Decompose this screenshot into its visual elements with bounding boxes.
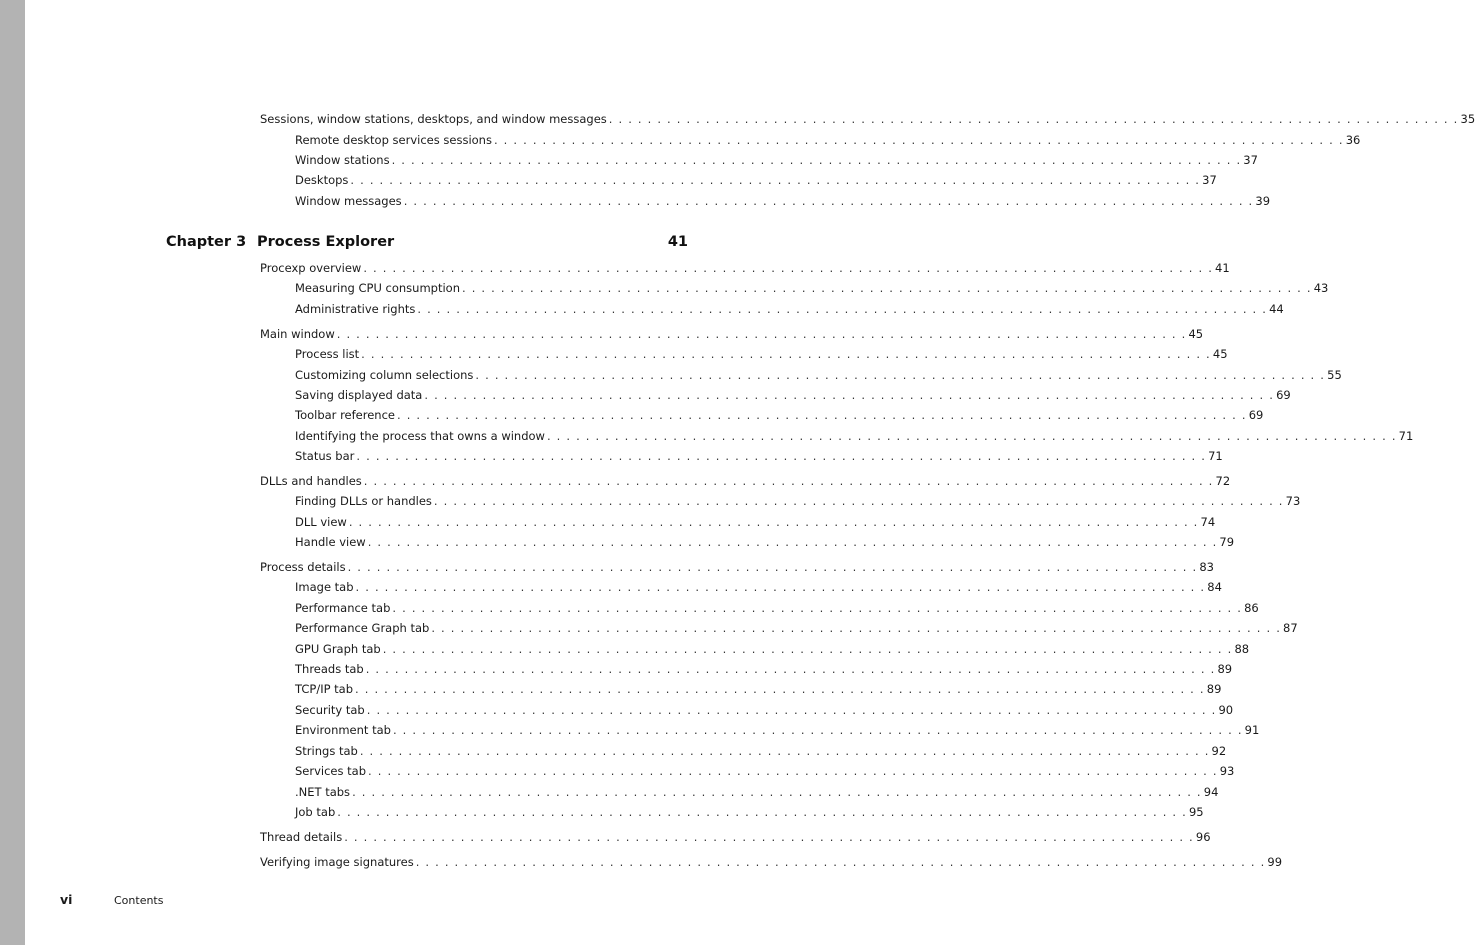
toc-entry-title: Saving displayed data — [295, 388, 423, 402]
toc-entry-page-number: 71 — [1208, 449, 1223, 463]
toc-dot-leader: . . . . . . . . . . . . . . . . . . . . . . . . . . . . . . . . . . . . . . . . . . . . . . . . . . . . . . . . . . . . . . . . . . . . . . . . . . . . . . . . . . . . . . . . — [433, 494, 1284, 508]
toc-entry-title: Security tab — [295, 703, 365, 717]
toc-subsection-entry — [295, 279, 1329, 297]
toc-entry-title: Window stations — [295, 153, 390, 167]
toc-entry-title: Process list — [295, 347, 360, 361]
toc-entry-title: Process details — [260, 560, 346, 574]
toc-subsection-entry — [295, 171, 1217, 189]
toc-dot-leader: . . . . . . . . . . . . . . . . . . . . . . . . . . . . . . . . . . . . . . . . . . . . . . . . . . . . . . . . . . . . . . . . . . . . . . . . . . . . . . . . . . . . . . . . — [336, 327, 1187, 341]
toc-dot-leader: . . . . . . . . . . . . . . . . . . . . . . . . . . . . . . . . . . . . . . . . . . . . . . . . . . . . . . . . . . . . . . . . . . . . . . . . . . . . . . . . . . . . . . . . — [608, 112, 1459, 126]
toc-entry-title: Verifying image signatures — [260, 855, 414, 869]
toc-entry-page-number: 69 — [1276, 388, 1291, 402]
toc-subsection-entry — [295, 783, 1219, 801]
toc-dot-leader: . . . . . . . . . . . . . . . . . . . . . . . . . . . . . . . . . . . . . . . . . . . . . . . . . . . . . . . . . . . . . . . . . . . . . . . . . . . . . . . . . . . . . . . . — [462, 281, 1312, 295]
toc-subsection-entry — [295, 578, 1222, 596]
toc-section-entry — [260, 853, 1283, 871]
toc-entry-title: Finding DLLs or handles — [295, 494, 432, 508]
toc-dot-leader: . . . . . . . . . . . . . . . . . . . . . . . . . . . . . . . . . . . . . . . . . . . . . . . . . . . . . . . . . . . . . . . . . . . . . . . . . . . . . . . . . . . . . . . . — [396, 408, 1247, 422]
toc-subsection-entry — [295, 131, 1361, 149]
toc-entry-title: Environment tab — [295, 723, 391, 737]
toc-entry-title: Remote desktop services sessions — [295, 133, 492, 147]
toc-entry-title: Identifying the process that owns a window — [295, 429, 545, 443]
toc-dot-leader: . . . . . . . . . . . . . . . . . . . . . . . . . . . . . . . . . . . . . . . . . . . . . . . . . . . . . . . . . . . . . . . . . . . . . . . . . . . . . . . . . . . . . . . . — [361, 347, 1211, 361]
toc-dot-leader: . . . . . . . . . . . . . . . . . . . . . . . . . . . . . . . . . . . . . . . . . . . . . . . . . . . . . . . . . . . . . . . . . . . . . . . . . . . . . . . . . . . . . . . . — [344, 830, 1194, 844]
toc-dot-leader: . . . . . . . . . . . . . . . . . . . . . . . . . . . . . . . . . . . . . . . . . . . . . . . . . . . . . . . . . . . . . . . . . . . . . . . . . . . . . . . . . . . . . . . . — [350, 173, 1201, 187]
toc-entry-title: Sessions, window stations, desktops, and window messages — [260, 112, 607, 126]
toc-entry-title: Performance tab — [295, 601, 391, 615]
toc-dot-leader: . . . . . . . . . . . . . . . . . . . . . . . . . . . . . . . . . . . . . . . . . . . . . . . . . . . . . . . . . . . . . . . . . . . . . . . . . . . . . . . . . . . . . . . . — [415, 855, 1266, 869]
toc-entry-title: Customizing column selections — [295, 368, 474, 382]
toc-section-entry — [260, 558, 1214, 576]
toc-subsection-entry — [295, 762, 1235, 780]
toc-entry-title: Job tab — [295, 805, 336, 819]
toc-entry-title: Handle view — [295, 535, 366, 549]
toc-subsection-entry — [295, 660, 1233, 678]
toc-subsection-entry — [295, 599, 1259, 617]
toc-subsection-entry — [295, 386, 1291, 404]
toc-subsection-entry — [295, 680, 1222, 698]
toc-entry-page-number: 93 — [1219, 764, 1235, 778]
toc-subsection-entry — [295, 513, 1216, 531]
toc-dot-leader: . . . . . . . . . . . . . . . . . . . . . . . . . . . . . . . . . . . . . . . . . . . . . . . . . . . . . . . . . . . . . . . . . . . . . . . . . . . . . . . . . . . . . . . . — [337, 805, 1187, 819]
toc-section-entry — [260, 828, 1211, 846]
toc-entry-page-number: 99 — [1267, 855, 1283, 869]
toc-subsection-entry — [295, 366, 1342, 384]
toc-dot-leader: . . . . . . . . . . . . . . . . . . . . . . . . . . . . . . . . . . . . . . . . . . . . . . . . . . . . . . . . . . . . . . . . . . . . . . . . . . . . . . . . . . . . . . . . — [355, 580, 1206, 594]
toc-entry-title: Image tab — [295, 580, 354, 594]
toc-subsection-entry — [295, 192, 1271, 210]
toc-dot-leader: . . . . . . . . . . . . . . . . . . . . . . . . . . . . . . . . . . . . . . . . . . . . . . . . . . . . . . . . . . . . . . . . . . . . . . . . . . . . . . . . . . . . . . . . — [424, 388, 1275, 402]
toc-entry-title: Window messages — [295, 194, 402, 208]
toc-entry-title: Status bar — [295, 449, 355, 463]
toc-entry-page-number: 89 — [1206, 682, 1222, 696]
toc-section-entry — [260, 472, 1231, 490]
toc-subsection-entry — [295, 447, 1223, 465]
toc-entry-title: DLL view — [295, 515, 347, 529]
toc-subsection-entry — [295, 701, 1234, 719]
chapter-heading — [166, 232, 688, 252]
page-edge-bar — [0, 0, 25, 945]
toc-entry-title: Measuring CPU consumption — [295, 281, 460, 295]
toc-dot-leader: . . . . . . . . . . . . . . . . . . . . . . . . . . . . . . . . . . . . . . . . . . . . . . . . . . . . . . . . . . . . . . . . . . . . . . . . . . . . . . . . . . . . . . . . — [403, 194, 1254, 208]
page-folio: vi — [60, 892, 73, 907]
toc-dot-leader: . . . . . . . . . . . . . . . . . . . . . . . . . . . . . . . . . . . . . . . . . . . . . . . . . . . . . . . . . . . . . . . . . . . . . . . . . . . . . . . . . . . . . . . . — [392, 601, 1243, 615]
toc-dot-leader: . . . . . . . . . . . . . . . . . . . . . . . . . . . . . . . . . . . . . . . . . . . . . . . . . . . . . . . . . . . . . . . . . . . . . . . . . . . . . . . . . . . . . . . . — [368, 764, 1218, 778]
toc-subsection-entry — [295, 151, 1258, 169]
toc-subsection-entry — [295, 345, 1228, 363]
toc-entry-page-number: 91 — [1244, 723, 1260, 737]
toc-entry-title: Thread details — [260, 830, 343, 844]
toc-entry-page-number: 41 — [1215, 261, 1230, 275]
toc-entry-title: Threads tab — [295, 662, 364, 676]
toc-section-entry — [260, 325, 1204, 343]
chapter-page-number: 41 — [667, 234, 688, 250]
toc-subsection-entry — [295, 640, 1250, 658]
toc-entry-page-number: 90 — [1218, 703, 1234, 717]
toc-entry-page-number: 89 — [1217, 662, 1233, 676]
toc-entry-page-number: 37 — [1243, 153, 1258, 167]
running-footer-section: Contents — [114, 894, 164, 907]
toc-dot-leader: . . . . . . . . . . . . . . . . . . . . . . . . . . . . . . . . . . . . . . . . . . . . . . . . . . . . . . . . . . . . . . . . . . . . . . . . . . . . . . . . . . . . . . . . — [348, 515, 1199, 529]
toc-entry-title: Performance Graph tab — [295, 621, 430, 635]
toc-entry-page-number: 95 — [1188, 805, 1204, 819]
toc-subsection-entry — [295, 619, 1298, 637]
toc-entry-page-number: 39 — [1255, 194, 1271, 208]
toc-entry-title: Services tab — [295, 764, 367, 778]
toc-entry-page-number: 36 — [1345, 133, 1361, 147]
toc-entry-page-number: 43 — [1313, 281, 1329, 295]
toc-entry-page-number: 37 — [1202, 173, 1217, 187]
toc-entry-title: Desktops — [295, 173, 349, 187]
toc-dot-leader: . . . . . . . . . . . . . . . . . . . . . . . . . . . . . . . . . . . . . . . . . . . . . . . . . . . . . . . . . . . . . . . . . . . . . . . . . . . . . . . . . . . . . . . . — [475, 368, 1326, 382]
toc-entry-page-number: 96 — [1195, 830, 1211, 844]
toc-entry-page-number: 71 — [1398, 429, 1414, 443]
toc-entry-page-number: 86 — [1244, 601, 1259, 615]
toc-dot-leader: . . . . . . . . . . . . . . . . . . . . . . . . . . . . . . . . . . . . . . . . . . . . . . . . . . . . . . . . . . . . . . . . . . . . . . . . . . . . . . . . . . . . . . . . — [431, 621, 1282, 635]
toc-dot-leader: . . . . . . . . . . . . . . . . . . . . . . . . . . . . . . . . . . . . . . . . . . . . . . . . . . . . . . . . . . . . . . . . . . . . . . . . . . . . . . . . . . . . . . . . — [366, 703, 1217, 717]
toc-entry-page-number: 35 — [1460, 112, 1475, 126]
toc-section-entry — [260, 259, 1230, 277]
toc-subsection-entry — [295, 721, 1260, 739]
toc-subsection-entry — [295, 300, 1284, 318]
chapter-title: Process Explorer — [257, 234, 395, 250]
toc-section-entry — [260, 110, 1475, 128]
toc-entry-title: Main window — [260, 327, 335, 341]
toc-entry-title: Administrative rights — [295, 302, 416, 316]
toc-entry-page-number: 55 — [1327, 368, 1342, 382]
toc-dot-leader: . . . . . . . . . . . . . . . . . . . . . . . . . . . . . . . . . . . . . . . . . . . . . . . . . . . . . . . . . . . . . . . . . . . . . . . . . . . . . . . . . . . . . . . . — [356, 449, 1207, 463]
toc-dot-leader: . . . . . . . . . . . . . . . . . . . . . . . . . . . . . . . . . . . . . . . . . . . . . . . . . . . . . . . . . . . . . . . . . . . . . . . . . . . . . . . . . . . . . . . . — [382, 642, 1233, 656]
toc-entry-title: GPU Graph tab — [295, 642, 381, 656]
toc-subsection-entry — [295, 427, 1414, 445]
toc-entry-page-number: 84 — [1207, 580, 1222, 594]
toc-subsection-entry — [295, 406, 1264, 424]
toc-dot-leader: . . . . . . . . . . . . . . . . . . . . . . . . . . . . . . . . . . . . . . . . . . . . . . . . . . . . . . . . . . . . . . . . . . . . . . . . . . . . . . . . . . . . . . . . — [365, 662, 1216, 676]
toc-entry-page-number: 73 — [1285, 494, 1301, 508]
toc-subsection-entry — [295, 533, 1235, 551]
toc-dot-leader: . . . . . . . . . . . . . . . . . . . . . . . . . . . . . . . . . . . . . . . . . . . . . . . . . . . . . . . . . . . . . . . . . . . . . . . . . . . . . . . . . . . . . . . . — [363, 474, 1214, 488]
toc-entry-page-number: 74 — [1200, 515, 1216, 529]
toc-dot-leader: . . . . . . . . . . . . . . . . . . . . . . . . . . . . . . . . . . . . . . . . . . . . . . . . . . . . . . . . . . . . . . . . . . . . . . . . . . . . . . . . . . . . . . . . — [367, 535, 1218, 549]
toc-dot-leader: . . . . . . . . . . . . . . . . . . . . . . . . . . . . . . . . . . . . . . . . . . . . . . . . . . . . . . . . . . . . . . . . . . . . . . . . . . . . . . . . . . . . . . . . — [417, 302, 1268, 316]
toc-dot-leader: . . . . . . . . . . . . . . . . . . . . . . . . . . . . . . . . . . . . . . . . . . . . . . . . . . . . . . . . . . . . . . . . . . . . . . . . . . . . . . . . . . . . . . . . — [493, 133, 1344, 147]
toc-entry-page-number: 72 — [1215, 474, 1231, 488]
toc-entry-title: Toolbar reference — [295, 408, 395, 422]
toc-dot-leader: . . . . . . . . . . . . . . . . . . . . . . . . . . . . . . . . . . . . . . . . . . . . . . . . . . . . . . . . . . . . . . . . . . . . . . . . . . . . . . . . . . . . . . . . — [359, 744, 1210, 758]
toc-dot-leader: . . . . . . . . . . . . . . . . . . . . . . . . . . . . . . . . . . . . . . . . . . . . . . . . . . . . . . . . . . . . . . . . . . . . . . . . . . . . . . . . . . . . . . . . — [392, 723, 1243, 737]
toc-dot-leader: . . . . . . . . . . . . . . . . . . . . . . . . . . . . . . . . . . . . . . . . . . . . . . . . . . . . . . . . . . . . . . . . . . . . . . . . . . . . . . . . . . . . . . . . — [355, 682, 1205, 696]
toc-entry-title: Procexp overview — [260, 261, 362, 275]
toc-subsection-entry — [295, 803, 1204, 821]
toc-entry-page-number: 88 — [1234, 642, 1250, 656]
toc-entry-page-number: 69 — [1248, 408, 1264, 422]
toc-dot-leader: . . . . . . . . . . . . . . . . . . . . . . . . . . . . . . . . . . . . . . . . . . . . . . . . . . . . . . . . . . . . . . . . . . . . . . . . . . . . . . . . . . . . . . . . — [347, 560, 1198, 574]
toc-entry-title: TCP/IP tab — [295, 682, 354, 696]
toc-dot-leader: . . . . . . . . . . . . . . . . . . . . . . . . . . . . . . . . . . . . . . . . . . . . . . . . . . . . . . . . . . . . . . . . . . . . . . . . . . . . . . . . . . . . . . . . — [391, 153, 1242, 167]
toc-entry-title: Strings tab — [295, 744, 358, 758]
toc-entry-title: .NET tabs — [295, 785, 351, 799]
toc-subsection-entry — [295, 492, 1301, 510]
toc-entry-page-number: 44 — [1269, 302, 1284, 316]
toc-dot-leader: . . . . . . . . . . . . . . . . . . . . . . . . . . . . . . . . . . . . . . . . . . . . . . . . . . . . . . . . . . . . . . . . . . . . . . . . . . . . . . . . . . . . . . . . — [546, 429, 1397, 443]
toc-entry-page-number: 92 — [1211, 744, 1227, 758]
toc-dot-leader: . . . . . . . . . . . . . . . . . . . . . . . . . . . . . . . . . . . . . . . . . . . . . . . . . . . . . . . . . . . . . . . . . . . . . . . . . . . . . . . . . . . . . . . . — [352, 785, 1202, 799]
toc-entry-page-number: 87 — [1283, 621, 1298, 635]
toc-entry-page-number: 45 — [1188, 327, 1204, 341]
toc-subsection-entry — [295, 742, 1227, 760]
toc-entry-page-number: 94 — [1203, 785, 1219, 799]
toc-entry-page-number: 45 — [1212, 347, 1228, 361]
chapter-number: Chapter 3 — [166, 234, 247, 250]
toc-dot-leader: . . . . . . . . . . . . . . . . . . . . . . . . . . . . . . . . . . . . . . . . . . . . . . . . . . . . . . . . . . . . . . . . . . . . . . . . . . . . . . . . . . . . . . . . — [363, 261, 1214, 275]
toc-entry-page-number: 79 — [1219, 535, 1235, 549]
toc-entry-title: DLLs and handles — [260, 474, 362, 488]
toc-entry-page-number: 83 — [1199, 560, 1214, 574]
